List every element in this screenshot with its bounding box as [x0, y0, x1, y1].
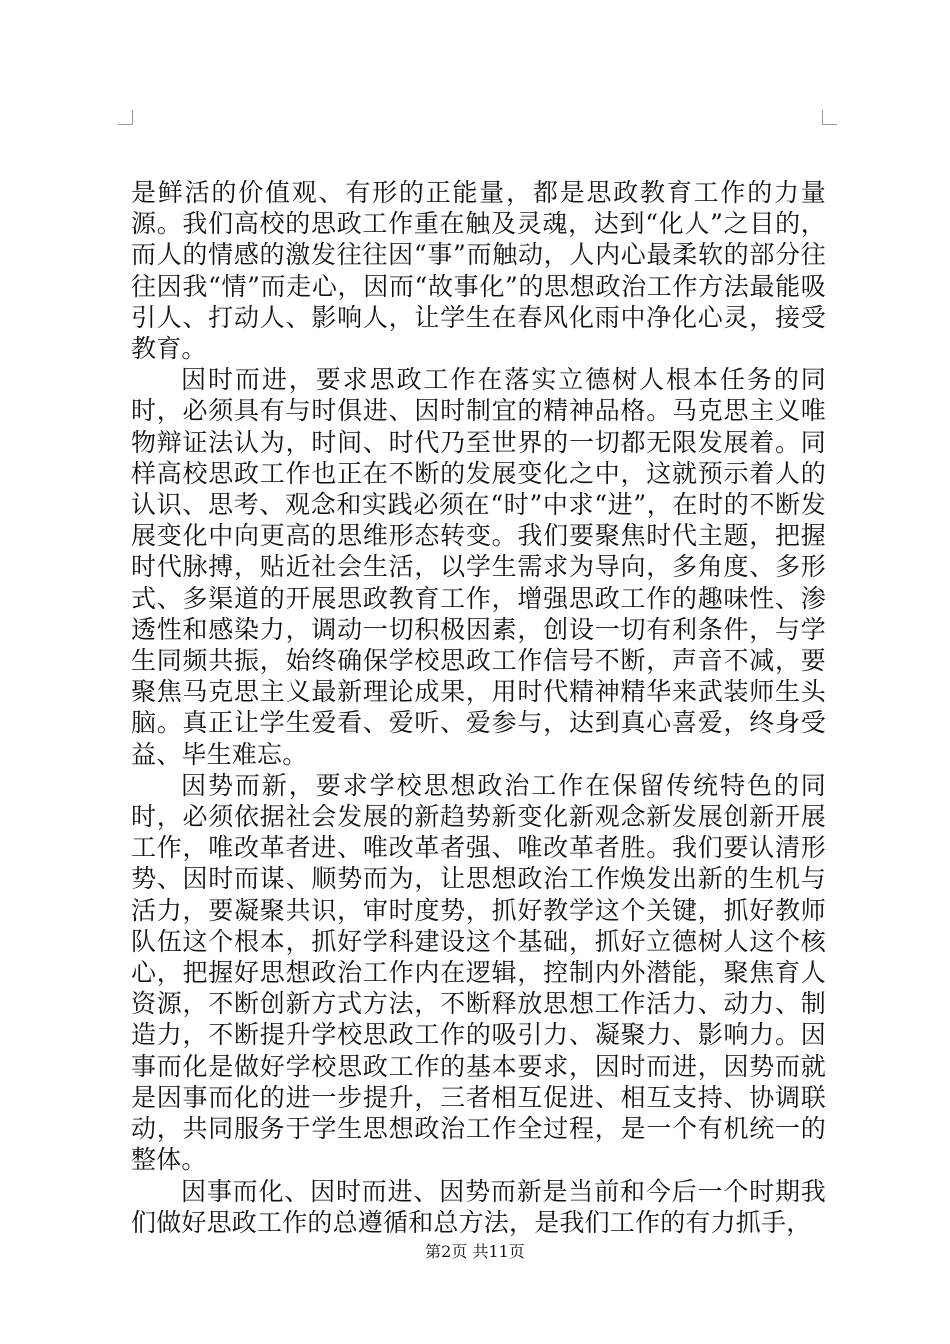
document-body: [131, 177, 826, 1238]
paragraph-4: 因事而化、因时而进、因势而新是当前和今后一个时期我们做好思政工作的总遵循和总方法，是我们工作的有力抓手，: [131, 1176, 826, 1237]
paragraph-3: 因势而新，要求学校思想政治工作在保留传统特色的同时，必须依据社会发展的新趋势新变化新观念新发展创新开展工作，唯改革者进、唯改革者强、唯改革者胜。我们要认清形势、因时而谋、顺势而为，让思想政治工作焕发出新的生机与活力，要凝聚共识，审时度势，抓好教学这个关键，抓好教师队伍这个根本，抓好学科建设这个基础，抓好立德树人这个核心，把握好思想政治工作内在逻辑，控制内外潜能，聚焦育人资源，不断创新方式方法，不断释放思想工作活力、动力、制造力，不断提升学校思政工作的吸引力、凝聚力、影响力。因事而化是做好学校思政工作的基本要求，因时而进，因势而就是因事而化的进一步提升，三者相互促进、相互支持、协调联动，共同服务于学生思想政治工作全过程，是一个有机统一的整体。: [131, 770, 826, 1175]
paragraph-2: 因时而进，要求思政工作在落实立德树人根本任务的同时，必须具有与时俱进、因时制宜的精神品格。马克思主义唯物辩证法认为，时间、时代乃至世界的一切都无限发展着。同样高校思政工作也正在不断的发展变化之中，这就预示着人的认识、思考、观念和实践必须在“时”中求“进”，在时的不断发展变化中向更高的思维形态转变。我们要聚焦时代主题，把握时代脉搏，贴近社会生活，以学生需求为导向，多角度、多形式、多渠道的开展思政教育工作，增强思政工作的趣味性、渗透性和感染力，调动一切积极因素，创设一切有利条件，与学生同频共振，始终确保学校思政工作信号不断，声音不减，要聚焦马克思主义最新理论成果，用时代精神精华来武装师生头脑。真正让学生爱看、爱听、爱参与，达到真心喜爱，终身受益、毕生难忘。: [131, 365, 826, 769]
page-number-label: 第2页 共11页: [425, 1242, 525, 1261]
crop-mark-top-right: [822, 110, 837, 125]
paragraph-1: 是鲜活的价值观、有形的正能量，都是思政教育工作的力量源。我们高校的思政工作重在触及灵魂，达到“化人”之目的，而人的情感的激发往往因“事”而触动，人内心最柔软的部分往往因我“情”而走心，因而“故事化”的思想政治工作方法最能吸引人、打动人、影响人，让学生在春风化雨中净化心灵，接受教育。: [131, 178, 826, 364]
page-footer: [0, 1242, 950, 1262]
crop-mark-top-left: [118, 110, 133, 125]
